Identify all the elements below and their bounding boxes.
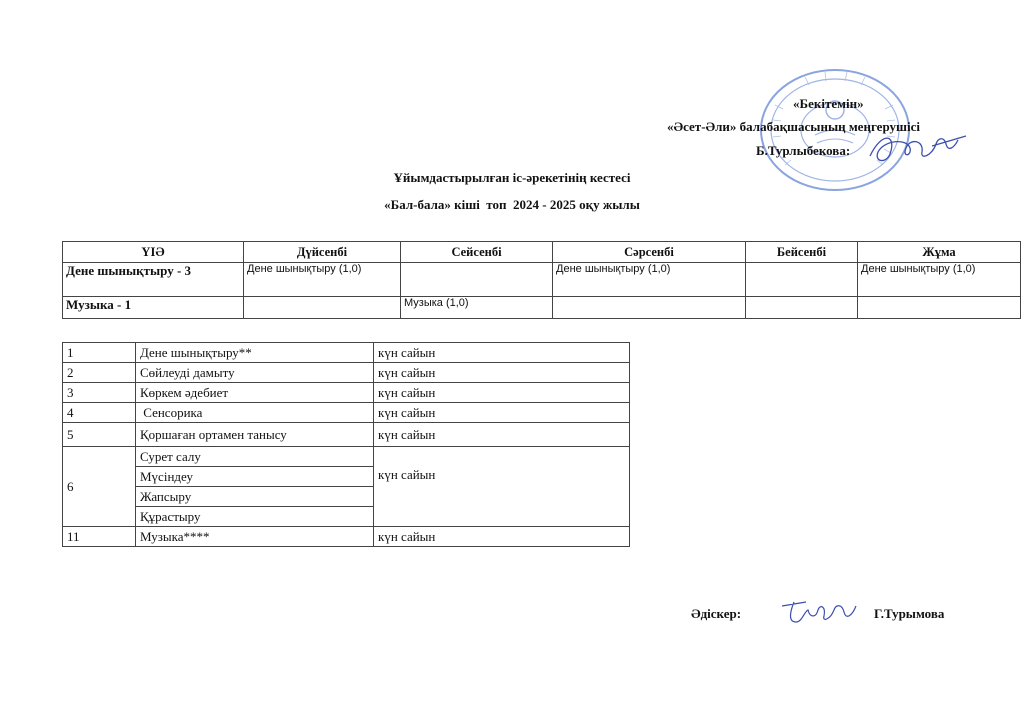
subject-cell: Қоршаған ортамен танысу bbox=[136, 423, 374, 447]
header-cell: ҮІӘ bbox=[63, 242, 244, 263]
subject-cell: Музыка**** bbox=[136, 527, 374, 547]
table-row bbox=[63, 527, 630, 547]
row-number: 1 bbox=[63, 343, 136, 363]
table-cell bbox=[553, 297, 746, 319]
frequency-cell: күн сайын bbox=[374, 403, 630, 423]
subject-cell: Көркем әдебиет bbox=[136, 383, 374, 403]
table-cell: Дене шынықтыру (1,0) bbox=[553, 263, 746, 297]
subject-cell: Дене шынықтыру** bbox=[136, 343, 374, 363]
table-cell bbox=[746, 297, 858, 319]
table-cell: Дене шынықтыру (1,0) bbox=[244, 263, 401, 297]
methodist-role-label: Әдіскер: bbox=[691, 606, 742, 621]
table-cell bbox=[746, 263, 858, 297]
approval-name: Б.Турлыбекова: bbox=[756, 143, 851, 158]
table-cell bbox=[244, 297, 401, 319]
methodist-signature-icon bbox=[772, 592, 867, 632]
header-cell: Бейсенбі bbox=[746, 242, 858, 263]
subject-cell: Құрастыру bbox=[136, 507, 374, 527]
page-title: Ұйымдастырылған іс-әрекетінің кестесі bbox=[393, 170, 631, 185]
frequency-cell: күн сайын bbox=[374, 343, 630, 363]
table-cell: Музыка (1,0) bbox=[401, 297, 553, 319]
subject-cell: Сенсорика bbox=[136, 403, 374, 423]
row-number: 2 bbox=[63, 363, 136, 383]
subject-cell: Мүсіндеу bbox=[136, 467, 374, 487]
weekly-schedule-table bbox=[62, 241, 1021, 319]
daily-activities-table bbox=[62, 342, 630, 547]
frequency-text: күн сайын bbox=[378, 467, 436, 482]
table-row bbox=[63, 263, 1021, 297]
table-cell: Дене шынықтыру (1,0) bbox=[858, 263, 1021, 297]
table-row bbox=[63, 423, 630, 447]
header-cell: Дүйсенбі bbox=[244, 242, 401, 263]
row-number: 4 bbox=[63, 403, 136, 423]
table-row bbox=[63, 403, 630, 423]
subject-cell: Сөйлеуді дамыту bbox=[136, 363, 374, 383]
table-cell bbox=[401, 263, 553, 297]
frequency-cell: күн сайын bbox=[374, 527, 630, 547]
table-row bbox=[63, 343, 630, 363]
header-cell: Жұма bbox=[858, 242, 1021, 263]
table-row bbox=[63, 297, 1021, 319]
table-row bbox=[63, 447, 630, 467]
subject-cell: Жапсыру bbox=[136, 487, 374, 507]
row-number: 11 bbox=[63, 527, 136, 547]
header-cell: Сәрсенбі bbox=[553, 242, 746, 263]
frequency-cell: күн сайын bbox=[374, 383, 630, 403]
methodist-name: Г.Турымова bbox=[874, 606, 945, 621]
row-label: Музыка - 1 bbox=[63, 297, 244, 319]
subject-cell: Сурет салу bbox=[136, 447, 374, 467]
director-signature-icon bbox=[862, 126, 972, 176]
approval-position: «Әсет-Әли» балабақшасының меңгерушісі bbox=[667, 119, 920, 134]
table-header-row bbox=[63, 242, 1021, 263]
header-cell: Сейсенбі bbox=[401, 242, 553, 263]
frequency-cell bbox=[374, 447, 630, 527]
row-number: 5 bbox=[63, 423, 136, 447]
page-subtitle: «Бал-бала» кіші топ 2024 - 2025 оқу жылы bbox=[384, 197, 640, 212]
frequency-cell: күн сайын bbox=[374, 363, 630, 383]
table-row bbox=[63, 363, 630, 383]
row-label: Дене шынықтыру - 3 bbox=[63, 263, 244, 297]
row-number: 6 bbox=[63, 447, 136, 527]
table-row bbox=[63, 383, 630, 403]
row-number: 3 bbox=[63, 383, 136, 403]
approval-heading: «Бекітемін» bbox=[793, 96, 864, 111]
frequency-cell: күн сайын bbox=[374, 423, 630, 447]
table-cell bbox=[858, 297, 1021, 319]
